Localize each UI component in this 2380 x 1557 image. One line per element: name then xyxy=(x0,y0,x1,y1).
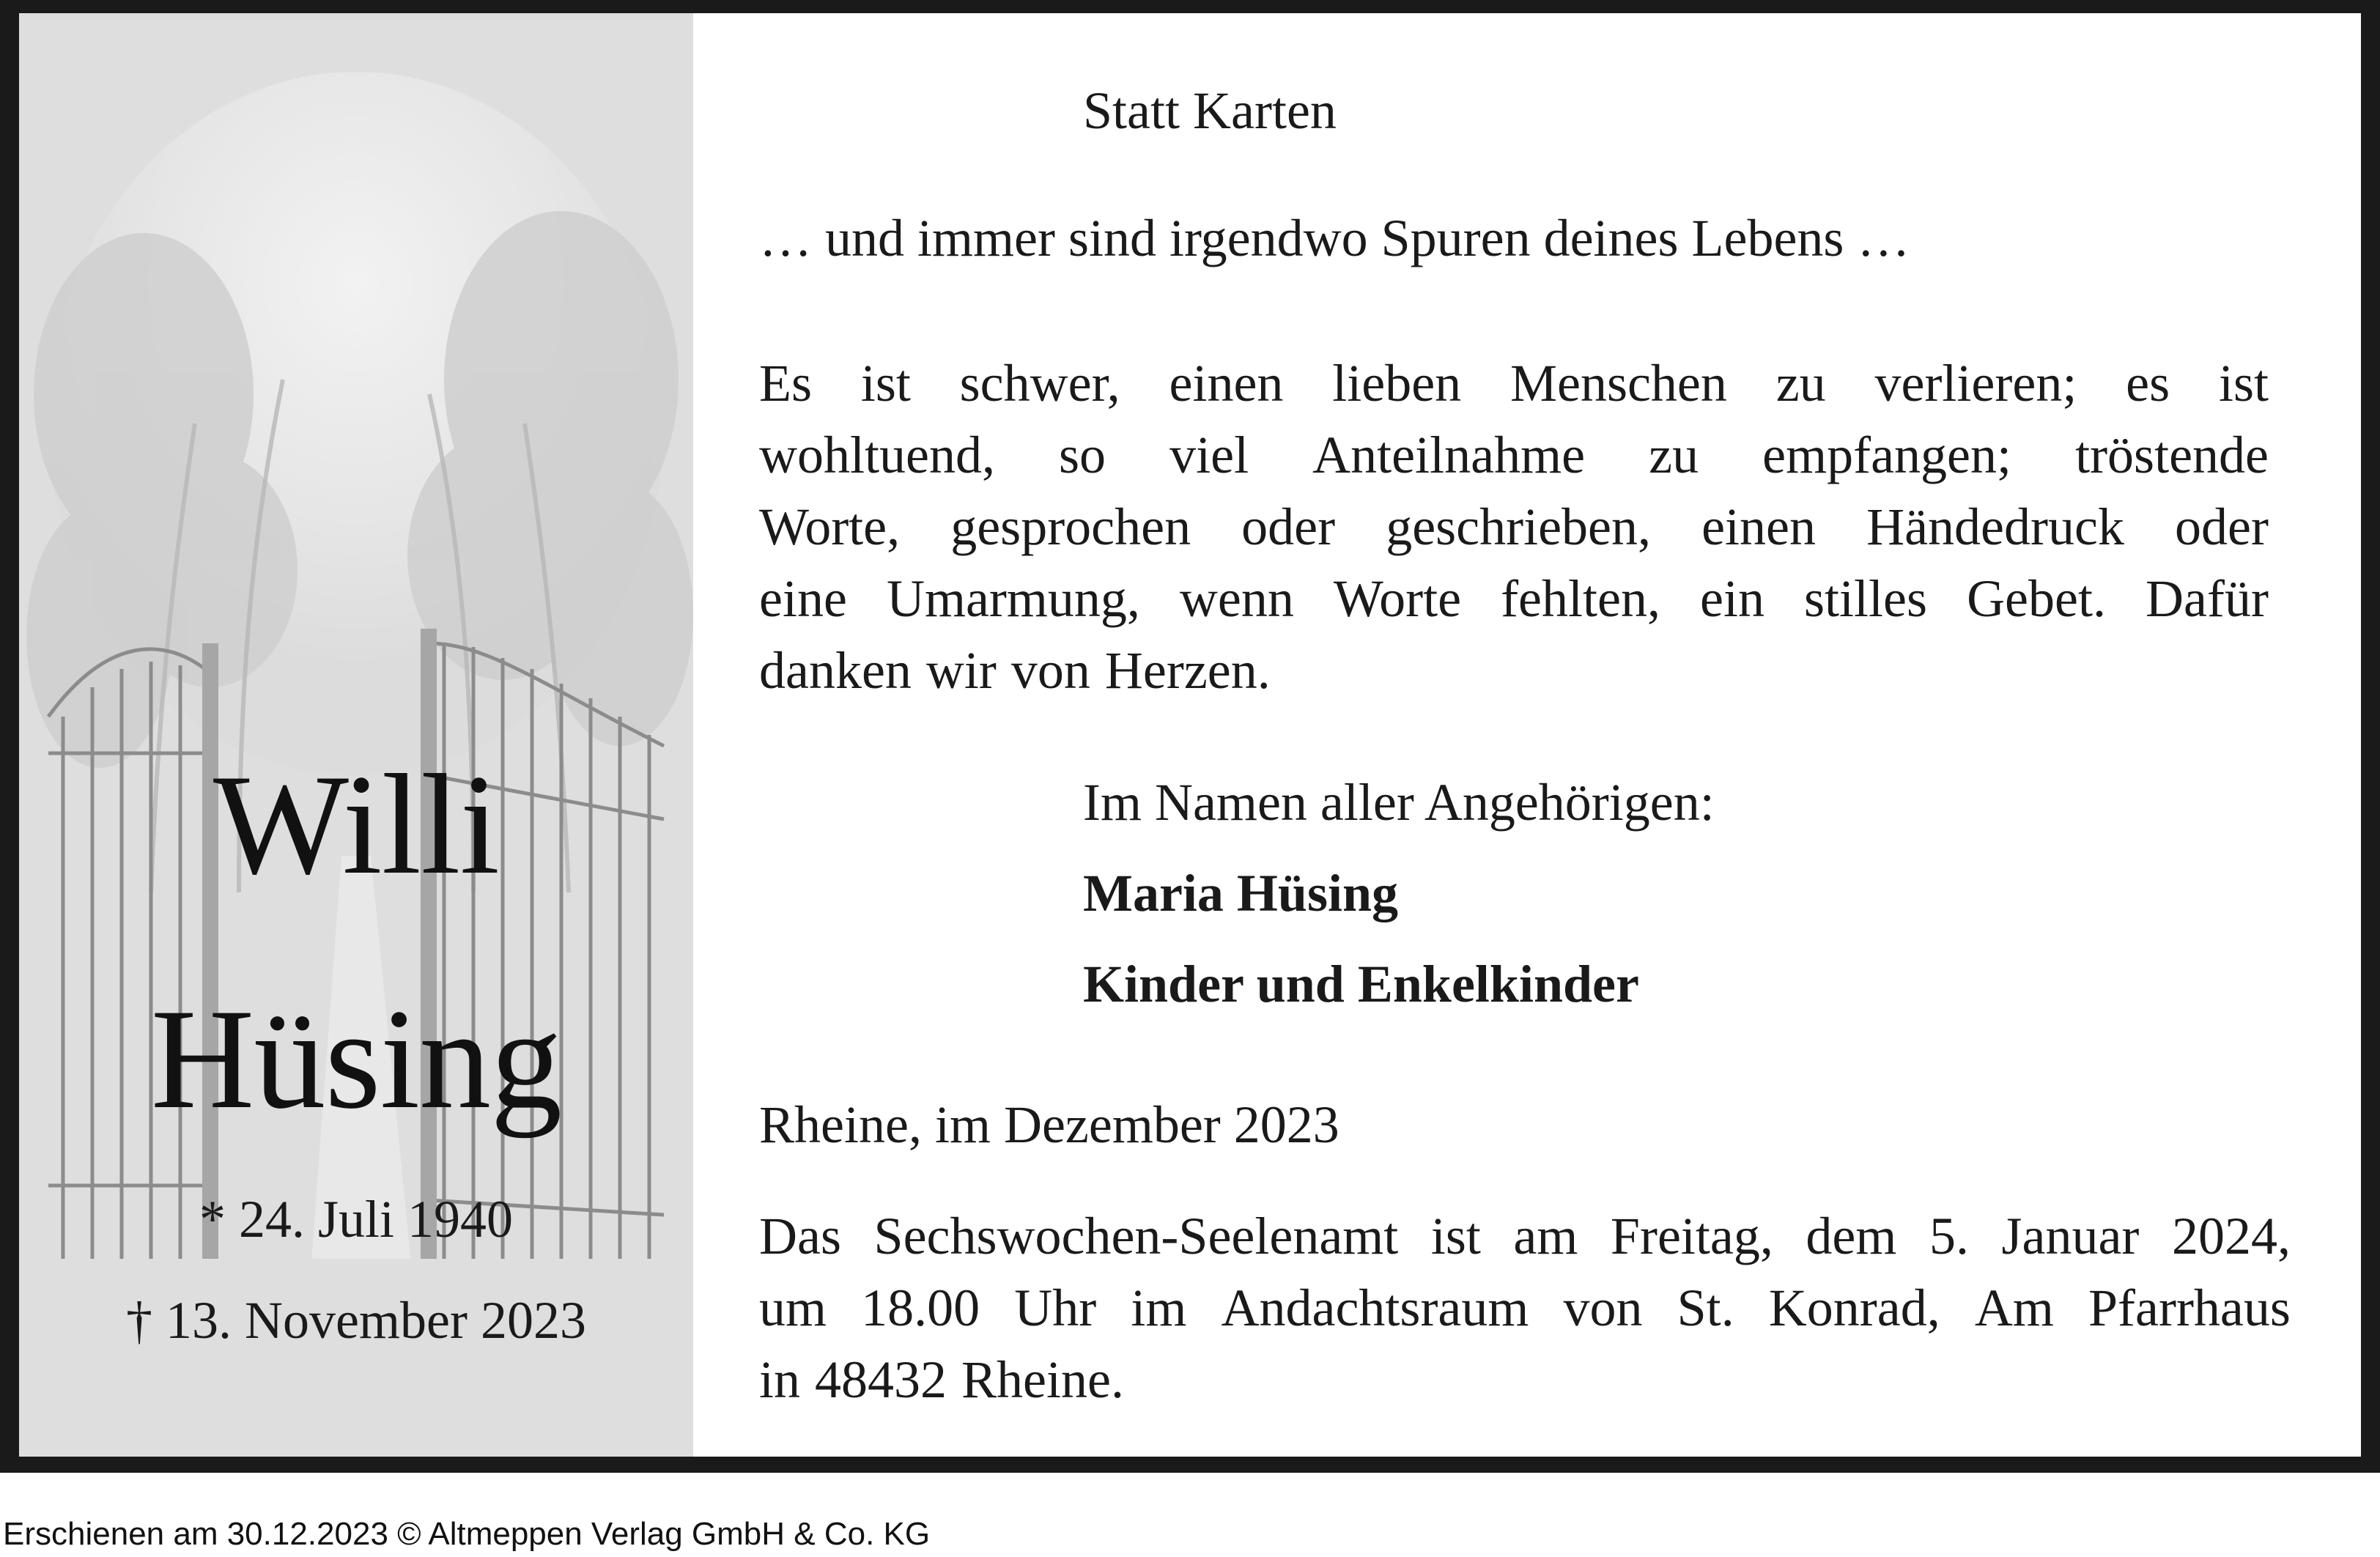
paragraph-line: Es ist schwer, einen lieben Menschen zu verlieren; es ist xyxy=(759,354,2269,413)
service-line: um 18.00 Uhr im Andachtsraum von St. Konrad, Am Pfarrhaus xyxy=(759,1279,2291,1337)
notice-header: Statt Karten xyxy=(1083,81,1337,140)
service-line: in 48432 Rheine. xyxy=(759,1350,1124,1409)
signatory-name: Maria Hüsing xyxy=(1083,864,1399,922)
paragraph-line: Worte, gesprochen oder geschrieben, einen Händedruck oder xyxy=(759,498,2269,556)
motto-line: … und immer sind irgendwo Spuren deines Lebens … xyxy=(759,209,1910,267)
deceased-first-name: Willi xyxy=(213,745,499,904)
deceased-last-name: Hüsing xyxy=(150,980,562,1139)
place-and-date: Rheine, im Dezember 2023 xyxy=(759,1095,1339,1154)
gratitude-paragraph xyxy=(759,347,2269,706)
publication-footer: Erschienen am 30.12.2023 © Altmeppen Verlag GmbH & Co. KG xyxy=(3,1516,931,1552)
signatory-family: Kinder und Enkelkinder xyxy=(1083,955,1639,1013)
paragraph-line: eine Umarmung, wenn Worte fehlten, ein stilles Gebet. Dafür xyxy=(759,569,2269,628)
service-line: Das Sechswochen-Seelenamt ist am Freitag, dem 5. Januar 2024, xyxy=(759,1207,2291,1265)
memorial-service-announcement xyxy=(759,1200,2291,1416)
memorial-image-panel xyxy=(19,13,693,1457)
signoff-line: Im Namen aller Angehörigen: xyxy=(1083,773,1715,832)
paragraph-line: danken wir von Herzen. xyxy=(759,641,1271,700)
paragraph-line: wohltuend, so viel Anteilnahme zu empfangen; tröstende xyxy=(759,426,2269,484)
birth-date: * 24. Juli 1940 xyxy=(199,1190,514,1249)
death-date: † 13. November 2023 xyxy=(126,1291,586,1350)
